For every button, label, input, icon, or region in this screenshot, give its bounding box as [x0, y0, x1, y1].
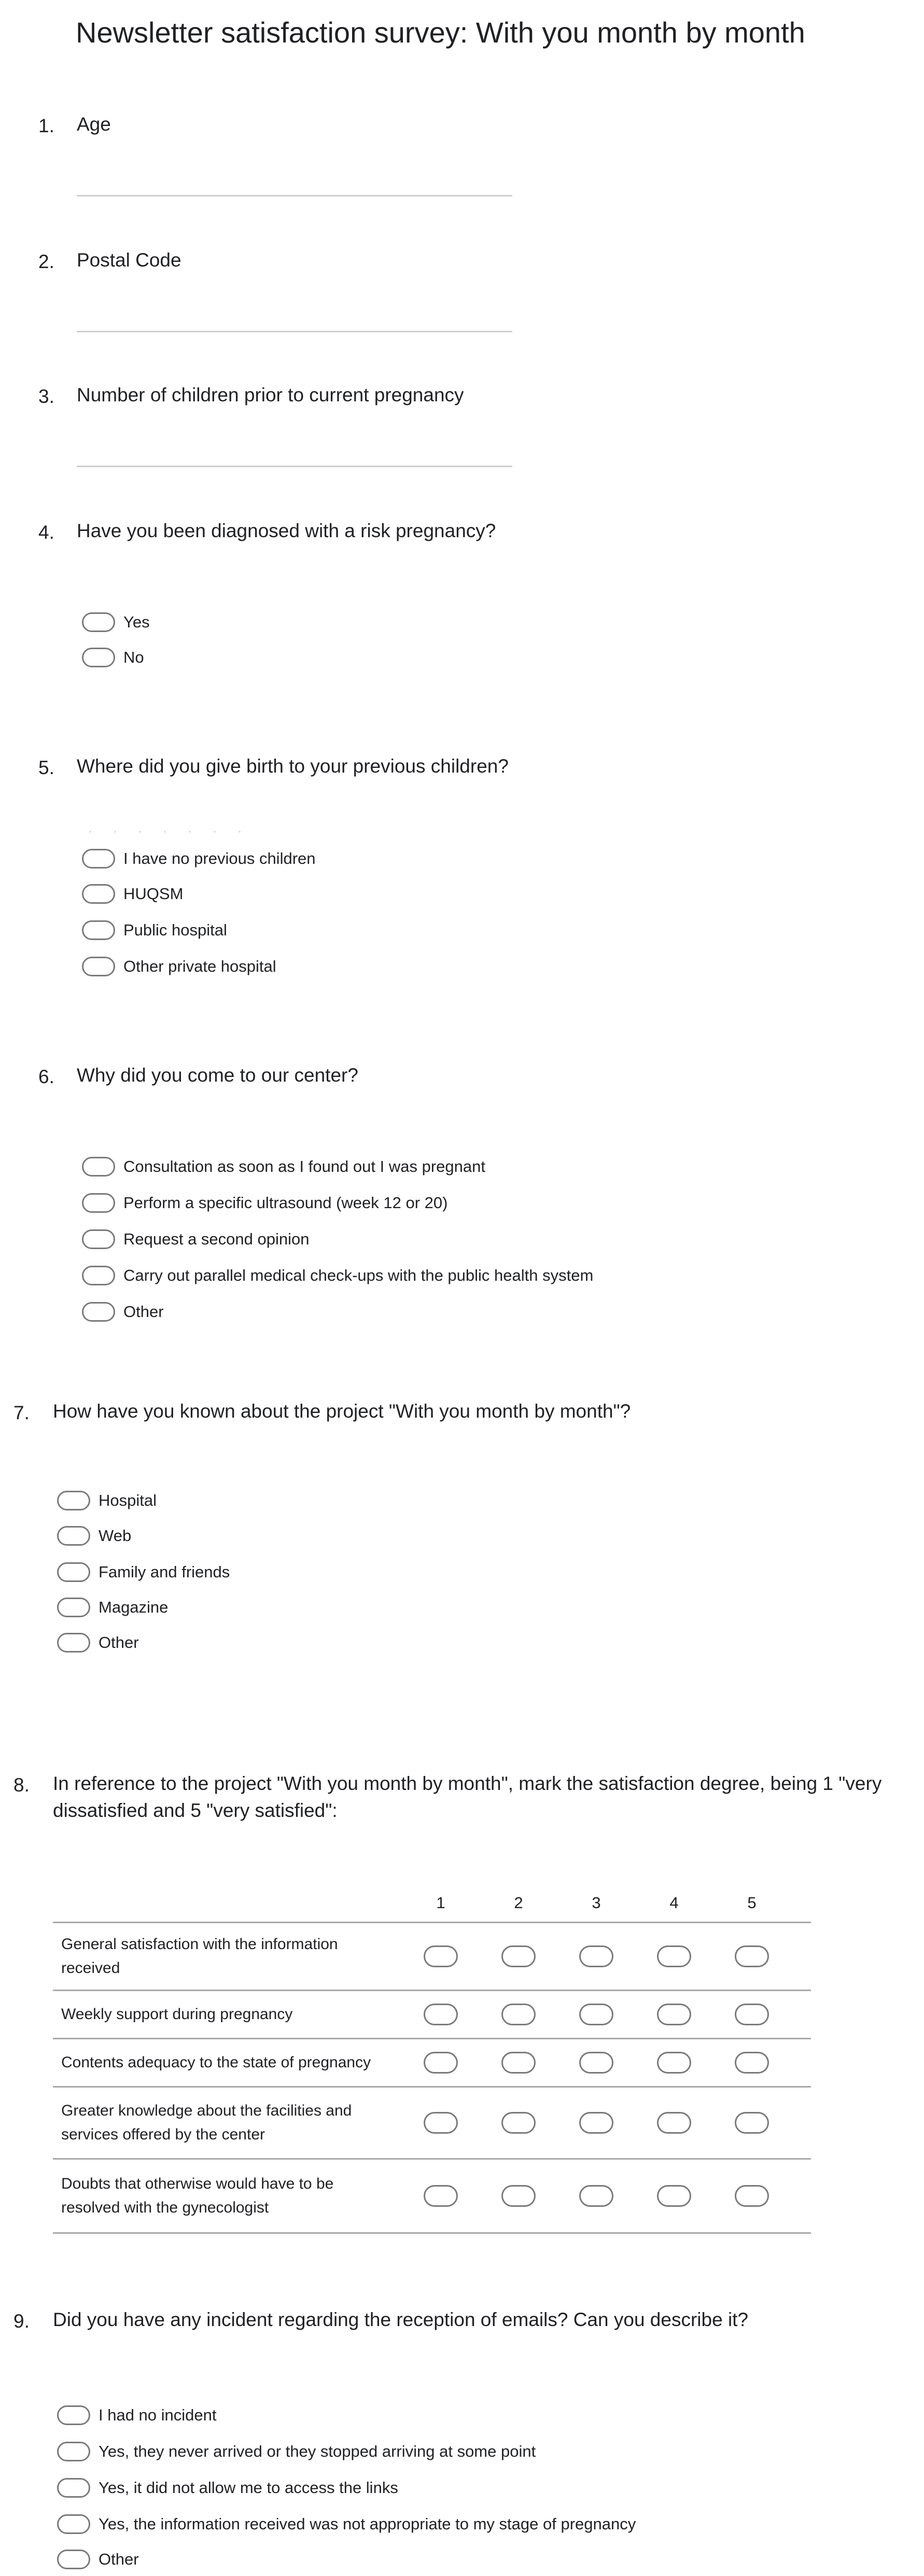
question-number: 1. [38, 115, 54, 136]
grid-radio[interactable] [657, 2185, 691, 2207]
column-header: 5 [747, 1894, 757, 1912]
option-incident-none[interactable] [57, 2404, 217, 2427]
question-satisfaction-line1: In reference to the project "With you month by month", mark the satisfaction degree, being 1 "very [53, 1773, 882, 1794]
grid-radio[interactable] [424, 1945, 458, 1967]
grid-radio[interactable] [657, 1945, 691, 1967]
option-label: No [123, 648, 144, 666]
radio-button[interactable] [57, 2514, 90, 2534]
grid-radio[interactable] [424, 2112, 458, 2134]
option-label: Other [99, 1633, 139, 1651]
option-known-family[interactable] [57, 1561, 230, 1584]
row-label: General satisfaction with the information received [61, 1936, 338, 1977]
radio-button[interactable] [82, 648, 115, 667]
grid-row-weekly-support [53, 1990, 811, 2038]
children-count-input[interactable] [77, 466, 512, 467]
grid-row-facilities-knowledge [53, 2086, 811, 2158]
option-label: Request a second opinion [123, 1230, 310, 1248]
radio-button[interactable] [82, 1193, 115, 1213]
column-header: 3 [592, 1894, 601, 1912]
option-label: Web [99, 1527, 132, 1545]
grid-radio[interactable] [657, 2052, 691, 2074]
option-label: Perform a specific ultrasound (week 12 or 20) [123, 1194, 448, 1212]
question-how-known: How have you known about the project "With you month by month"? [53, 1401, 631, 1422]
option-birth-none[interactable] [82, 847, 316, 870]
option-reason-second-opinion[interactable] [82, 1228, 309, 1251]
question-number: 5. [38, 757, 54, 778]
option-reason-ultrasound[interactable] [82, 1192, 447, 1214]
option-known-web[interactable] [57, 1524, 131, 1547]
grid-radio[interactable] [501, 1945, 536, 1967]
option-incident-links[interactable] [57, 2476, 398, 2499]
option-reason-parallel-checkups[interactable] [82, 1264, 593, 1287]
radio-button[interactable] [57, 2550, 90, 2569]
question-number: 6. [38, 1066, 54, 1087]
option-label: I have no previous children [123, 849, 316, 867]
grid-radio[interactable] [735, 2185, 769, 2207]
grid-radio[interactable] [424, 2004, 458, 2025]
option-label: Carry out parallel medical check-ups with the public health system [123, 1266, 594, 1284]
question-number: 2. [38, 251, 54, 272]
column-header: 4 [669, 1894, 679, 1912]
question-age: Age [77, 114, 111, 135]
grid-radio[interactable] [657, 2112, 691, 2134]
radio-button[interactable] [82, 957, 115, 976]
radio-button[interactable] [82, 1302, 115, 1322]
faint-divider [78, 831, 249, 833]
postal-code-input[interactable] [77, 331, 512, 332]
question-number: 8. [13, 1774, 30, 1796]
grid-radio[interactable] [735, 2112, 769, 2134]
option-label: Yes, it did not allow me to access the links [99, 2479, 398, 2497]
column-header: 1 [436, 1894, 445, 1912]
question-children-count: Number of children prior to current pregnancy [77, 384, 464, 405]
option-birth-private-hospital[interactable] [82, 955, 276, 978]
option-birth-public-hospital[interactable] [82, 919, 227, 942]
radio-button[interactable] [57, 2405, 90, 2425]
grid-row-gynecologist-doubts [53, 2158, 811, 2234]
question-birth-place: Where did you give birth to your previous children? [77, 755, 509, 777]
row-label: Contents adequacy to the state of pregnancy [61, 2054, 371, 2071]
option-label: Hospital [99, 1491, 157, 1509]
grid-row-contents-adequacy [53, 2038, 811, 2086]
row-label: Weekly support during pregnancy [61, 2006, 293, 2023]
radio-button[interactable] [82, 849, 115, 869]
option-incident-other[interactable] [57, 2548, 139, 2571]
satisfaction-grid [53, 1887, 811, 2234]
option-label: Public hospital [123, 921, 227, 939]
option-label: I had no incident [99, 2406, 217, 2424]
grid-radio[interactable] [735, 2052, 769, 2074]
option-birth-huqsm[interactable] [82, 883, 183, 905]
question-number: 7. [13, 1402, 30, 1423]
radio-button[interactable] [57, 1598, 90, 1617]
option-label: Other private hospital [123, 957, 276, 975]
option-reason-other[interactable] [82, 1300, 164, 1323]
option-known-magazine[interactable] [57, 1596, 168, 1619]
option-label: Magazine [99, 1598, 169, 1616]
radio-button[interactable] [82, 1266, 115, 1285]
option-risk-yes[interactable] [82, 611, 150, 634]
question-email-incident: Did you have any incident regarding the reception of emails? Can you describe it? [53, 2309, 749, 2330]
option-label: Consultation as soon as I found out I was pregnant [123, 1157, 485, 1175]
option-reason-consultation[interactable] [82, 1155, 485, 1178]
radio-button[interactable] [82, 884, 115, 904]
grid-radio[interactable] [424, 2052, 458, 2074]
grid-radio[interactable] [501, 2052, 536, 2074]
grid-radio[interactable] [501, 2185, 536, 2207]
question-postal-code: Postal Code [77, 249, 181, 271]
option-label: Yes, they never arrived or they stopped arriving at some point [99, 2442, 536, 2460]
option-label: HUQSM [123, 885, 184, 903]
grid-radio[interactable] [579, 2004, 613, 2025]
grid-radio[interactable] [501, 2112, 536, 2134]
option-label: Family and friends [99, 1563, 230, 1581]
survey-title: Newsletter satisfaction survey: With you month by month [76, 16, 805, 49]
option-label: Other [123, 1303, 164, 1321]
grid-radio[interactable] [579, 1945, 613, 1967]
question-number: 9. [13, 2311, 30, 2332]
option-known-other[interactable] [57, 1631, 139, 1654]
radio-button[interactable] [82, 1157, 115, 1177]
option-incident-inappropriate-info[interactable] [57, 2513, 636, 2536]
question-number: 3. [38, 386, 54, 407]
age-input[interactable] [77, 195, 512, 197]
question-reason: Why did you come to our center? [77, 1065, 358, 1086]
radio-button[interactable] [57, 1633, 90, 1653]
radio-button[interactable] [82, 612, 115, 632]
option-label: Other [99, 2550, 139, 2568]
option-incident-never-arrived[interactable] [57, 2440, 536, 2463]
option-known-hospital[interactable] [57, 1489, 157, 1512]
radio-button[interactable] [57, 2442, 90, 2461]
question-risk-pregnancy: Have you been diagnosed with a risk pregnancy? [77, 520, 496, 541]
grid-radio[interactable] [735, 2004, 769, 2025]
grid-radio[interactable] [501, 2004, 536, 2025]
grid-header [53, 1887, 811, 1922]
row-label: Doubts that otherwise would have to be resolved with the gynecologist [61, 2175, 334, 2216]
option-label: Yes [123, 613, 150, 631]
radio-button[interactable] [57, 1562, 90, 1582]
option-label: Yes, the information received was not appropriate to my stage of pregnancy [99, 2515, 636, 2533]
radio-button[interactable] [57, 1526, 90, 1546]
grid-radio[interactable] [579, 2052, 613, 2074]
question-satisfaction-line2: dissatisfied and 5 "very satisfied": [53, 1800, 338, 1821]
row-label: Greater knowledge about the facilities and services offered by the center [61, 2102, 352, 2143]
radio-button[interactable] [82, 920, 115, 940]
question-number: 4. [38, 522, 54, 543]
radio-button[interactable] [82, 1229, 115, 1249]
column-header: 2 [514, 1894, 523, 1912]
grid-radio[interactable] [424, 2185, 458, 2207]
grid-radio[interactable] [579, 2112, 613, 2134]
radio-button[interactable] [57, 2478, 90, 2498]
grid-radio[interactable] [657, 2004, 691, 2025]
grid-row-general-satisfaction [53, 1922, 811, 1990]
grid-radio[interactable] [735, 1945, 769, 1967]
grid-radio[interactable] [579, 2185, 613, 2207]
option-risk-no[interactable] [82, 646, 144, 669]
radio-button[interactable] [57, 1491, 90, 1510]
